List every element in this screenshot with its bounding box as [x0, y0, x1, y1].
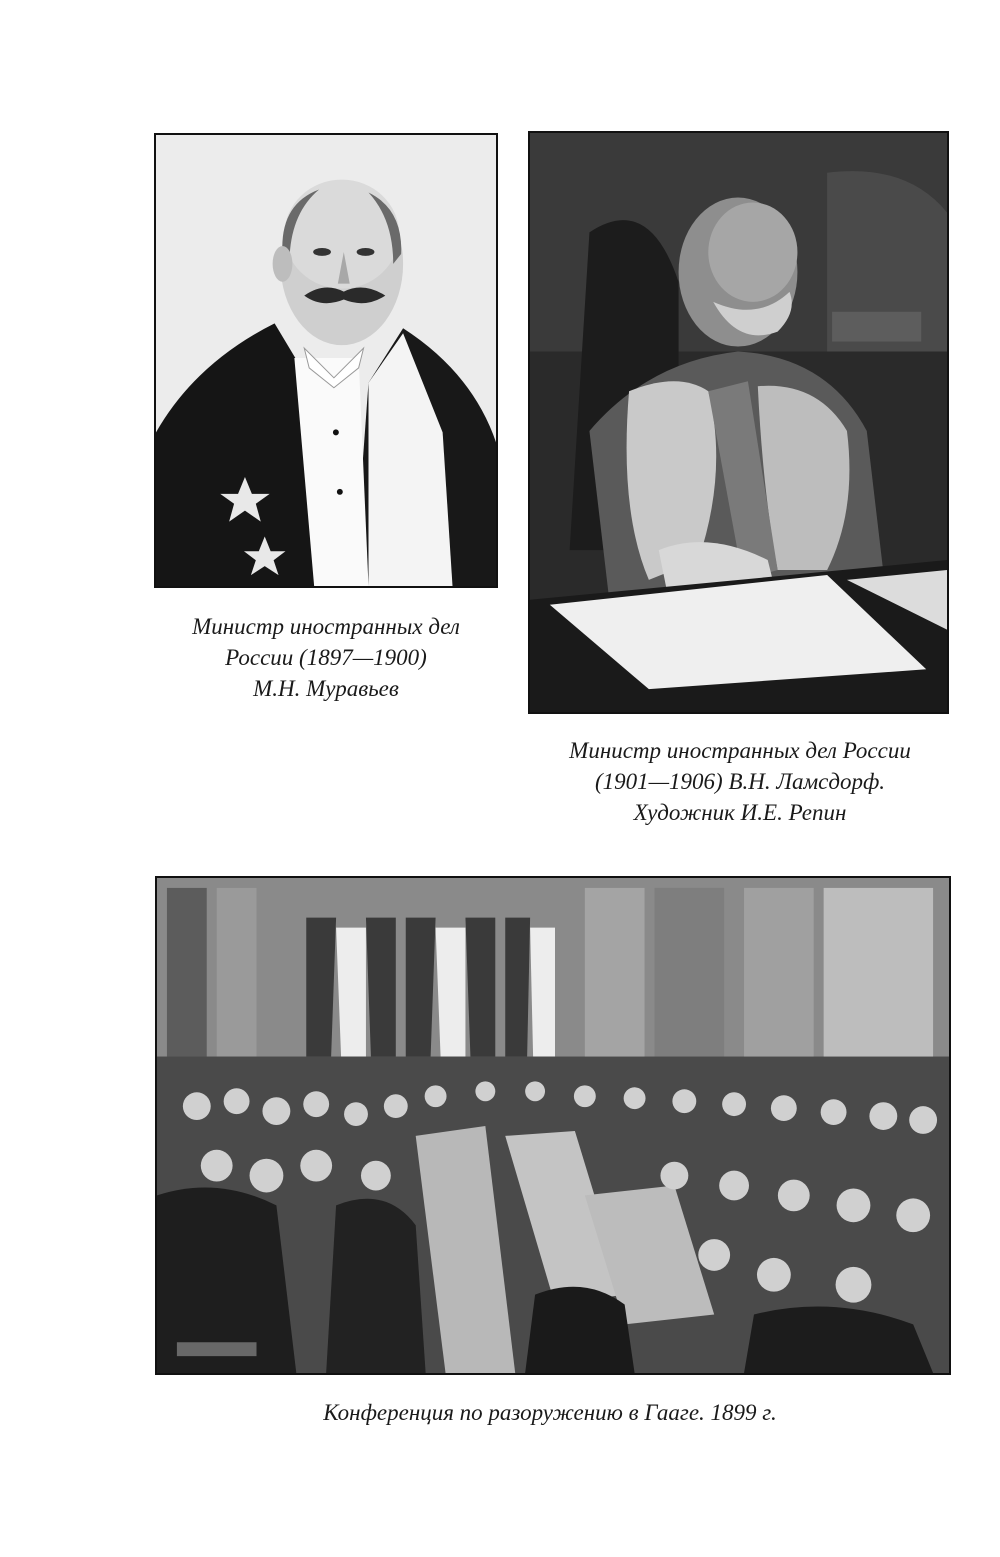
muravyov-caption-line-2: России (1897—1900): [225, 645, 427, 670]
muravyov-portrait-photo: [154, 133, 498, 588]
lamsdorf-caption-line-3: Художник И.Е. Репин: [633, 800, 847, 825]
lamsdorf-caption-line-2: (1901—1906) В.Н. Ламсдорф.: [594, 769, 886, 794]
hague-conference-image: [157, 878, 949, 1373]
muravyov-portrait-image: [156, 135, 496, 586]
lamsdorf-caption: [520, 735, 960, 828]
muravyov-caption-line-1: Министр иностранных дел: [192, 614, 460, 639]
conference-caption: [150, 1397, 950, 1428]
hague-conference-painting: [155, 876, 951, 1375]
lamsdorf-portrait-painting: [528, 131, 949, 714]
lamsdorf-caption-line-1: Министр иностранных дел России: [569, 738, 911, 763]
lamsdorf-painting-image: [530, 133, 947, 712]
muravyov-caption: [150, 611, 502, 704]
muravyov-caption-line-3: М.Н. Муравьев: [253, 676, 399, 701]
conference-caption-line-1: Конференция по разоружению в Гааге. 1899 г.: [323, 1400, 777, 1425]
